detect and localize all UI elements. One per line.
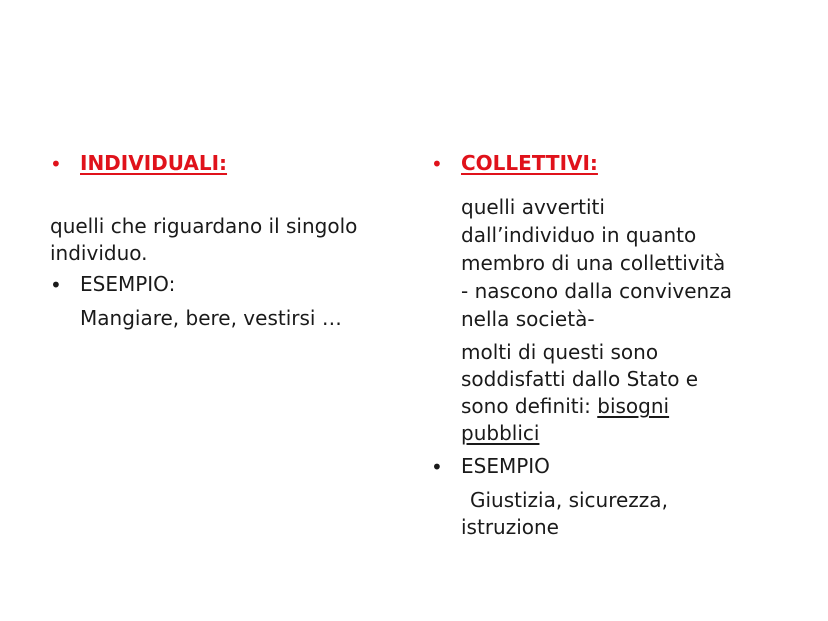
left-example-text: Mangiare, bere, vestirsi … — [80, 306, 342, 330]
right-example-line-1: Giustizia, sicurezza, — [470, 488, 668, 512]
left-description-line-1: quelli che riguardano il singolo — [50, 214, 358, 238]
right-description-line-3: membro di una collettività — [461, 251, 726, 275]
right-defined-line — [461, 394, 669, 418]
right-state-line-1: molti di questi sono — [461, 340, 659, 364]
bullet-icon: • — [50, 273, 62, 297]
defined-term-pubblici: pubblici — [461, 421, 540, 445]
heading-collettivi: COLLETTIVI: — [461, 151, 598, 175]
left-description-line-2: individuo. — [50, 241, 148, 265]
right-example-line-2: istruzione — [461, 515, 559, 539]
left-example-label: ESEMPIO: — [80, 272, 176, 296]
bullet-icon: • — [50, 152, 62, 176]
right-description-line-2: dall’individuo in quanto — [461, 223, 697, 247]
right-description-line-1: quelli avvertiti — [461, 195, 605, 219]
bullet-icon: • — [431, 455, 443, 479]
right-description-line-4: - nascono dalla convivenza — [461, 279, 732, 303]
right-state-line-2: soddisfatti dallo Stato e — [461, 367, 699, 391]
defined-term-bisogni: bisogni — [597, 394, 670, 418]
heading-individuali: INDIVIDUALI: — [80, 151, 228, 175]
right-defined-prefix: sono definiti: — [461, 394, 598, 418]
right-example-label: ESEMPIO — [461, 454, 550, 478]
right-description-line-5: nella società- — [461, 307, 595, 331]
bullet-icon: • — [431, 152, 443, 176]
